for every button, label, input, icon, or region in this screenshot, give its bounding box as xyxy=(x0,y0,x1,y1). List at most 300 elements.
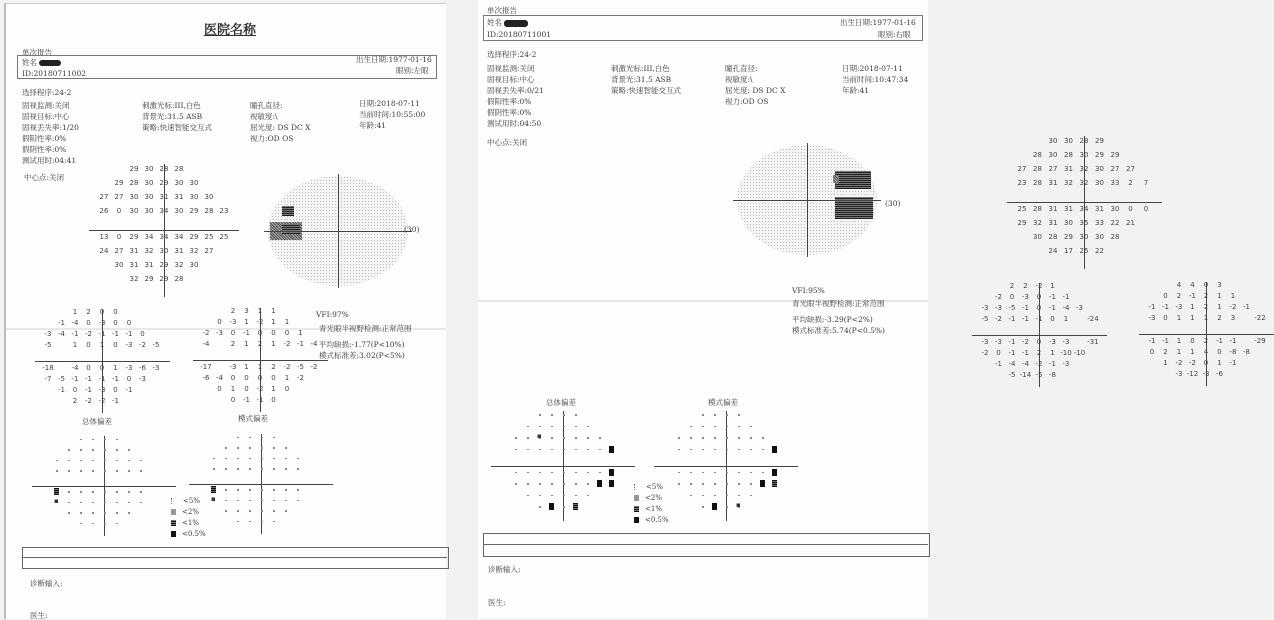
prob-dot xyxy=(249,447,251,449)
name-label: 姓名 xyxy=(22,58,61,67)
grid-value: -2 xyxy=(85,397,92,405)
strategy: 策略:快速智能交互式 xyxy=(142,123,213,132)
prob-dot xyxy=(714,472,716,474)
prob-dot xyxy=(140,460,142,462)
grid-value: 30 xyxy=(204,193,214,201)
prob-dot xyxy=(213,468,215,470)
prob-symbol xyxy=(609,480,614,487)
prob-symbol xyxy=(573,503,578,510)
prob-symbol: ▪ xyxy=(736,501,741,510)
grid-value: 1 xyxy=(284,318,290,326)
grid-value: -10 xyxy=(1060,349,1072,357)
prob-dot xyxy=(750,426,752,428)
prob-dot xyxy=(551,472,553,474)
grid-value: 1 xyxy=(230,385,236,393)
false-positive: 假阳性率:0% xyxy=(22,134,67,143)
prob-dot xyxy=(702,472,704,474)
grid-value: 1 xyxy=(244,318,249,326)
grid-value: 1 xyxy=(1050,282,1055,290)
grid-value: 26 xyxy=(99,207,109,215)
grid-value: 31 xyxy=(129,247,139,255)
grid-value: 29 xyxy=(129,233,139,241)
grid-value: 2 xyxy=(1203,303,1209,311)
legend-swatch-icon xyxy=(634,495,639,501)
prob-dot xyxy=(80,502,82,504)
grid-value: 30 xyxy=(1079,233,1089,241)
grid-value: -1 xyxy=(1008,349,1016,357)
total-deviation-title: 总体偏差 xyxy=(82,417,112,426)
prob-dot xyxy=(273,447,275,449)
grid-value: 2 xyxy=(1176,292,1182,300)
prob-dot xyxy=(285,458,287,460)
prob-dot xyxy=(563,483,565,485)
grid-value: 30 xyxy=(144,207,154,215)
grid-value: -8 xyxy=(1049,371,1056,379)
prob-dot xyxy=(714,449,716,451)
prob-dot xyxy=(104,460,106,462)
prob-symbol xyxy=(772,480,777,487)
prob-dot xyxy=(261,447,263,449)
diagnosis-label: 诊断输入: xyxy=(30,579,63,588)
prob-dot xyxy=(104,502,106,504)
grid-value: -1 xyxy=(1216,337,1223,345)
grid-value: -4 xyxy=(71,319,79,327)
grid-value: -1 xyxy=(98,375,106,383)
grid-value: 1 xyxy=(99,341,105,349)
prob-dot xyxy=(56,460,58,462)
prob-dot xyxy=(92,491,94,493)
prob-dot xyxy=(128,460,130,462)
prob-dot xyxy=(714,495,716,497)
pupil-diameter: 瞳孔直径: xyxy=(725,64,758,73)
grid-value: -2 xyxy=(995,293,1002,301)
defect-region xyxy=(282,206,294,216)
grid-value: -1 xyxy=(71,375,79,383)
prob-symbol xyxy=(772,446,777,453)
grid-value: 1 xyxy=(1176,337,1182,345)
grid-value: 28 xyxy=(159,165,169,173)
grid-value: 35 xyxy=(1079,219,1089,227)
grid-value: -3 xyxy=(981,304,989,312)
prob-dot xyxy=(261,521,263,523)
grid-value: 28 xyxy=(1033,151,1042,159)
grid-value: 0 xyxy=(230,329,236,337)
grid-value: 22 xyxy=(1110,219,1120,227)
grid-value: 30 xyxy=(1095,233,1104,241)
param-col-3 xyxy=(725,63,785,107)
grid-value: 0 xyxy=(1149,348,1155,356)
grid-value: -3 xyxy=(152,364,160,372)
grid-value: 17 xyxy=(1064,247,1073,255)
acuity: 视敏度:\ xyxy=(725,75,753,84)
grid-value: 30 xyxy=(189,193,199,201)
prob-symbol xyxy=(597,480,602,487)
grid-value: 31 xyxy=(1064,165,1073,173)
prob-dot xyxy=(237,447,239,449)
grid-value: -1 xyxy=(85,375,92,383)
prob-dot xyxy=(225,510,227,512)
prob-dot xyxy=(587,472,589,474)
prob-dot xyxy=(750,449,752,451)
prob-dot xyxy=(726,414,728,416)
grid-value: 0 xyxy=(86,341,91,349)
prob-dot xyxy=(273,468,275,470)
grid-value: 0 xyxy=(244,385,249,393)
grid-value: -2 xyxy=(1175,359,1183,367)
grid-value: 2 xyxy=(1036,349,1042,357)
prob-dot xyxy=(690,426,692,428)
grid-value: -4 xyxy=(202,340,210,348)
grid-value: -5 xyxy=(1035,371,1043,379)
grid-value: -22 xyxy=(1254,314,1266,322)
legend-label: <5% xyxy=(183,497,200,505)
grid-value: 30 xyxy=(1095,179,1104,187)
grid-value: -1 xyxy=(1062,293,1070,301)
prob-dot xyxy=(297,458,299,460)
prob-dot xyxy=(690,472,692,474)
comments-box xyxy=(483,533,930,557)
grid-value: 27 xyxy=(1017,165,1027,173)
legend-item xyxy=(171,530,206,538)
prob-dot xyxy=(539,472,541,474)
grid-value: 31 xyxy=(129,261,139,269)
prob-dot xyxy=(273,489,275,491)
grid-value: -5 xyxy=(981,315,989,323)
prob-symbol xyxy=(609,446,614,453)
legend-swatch-icon xyxy=(171,509,176,515)
prob-dot xyxy=(678,449,680,451)
grid-value: 30 xyxy=(129,207,139,215)
prob-dot xyxy=(750,472,752,474)
grid-value: 0 xyxy=(1163,314,1168,322)
report-type: 单次报告 xyxy=(22,48,52,57)
grid-value: -4 xyxy=(58,330,65,338)
prob-dot xyxy=(678,472,680,474)
prob-dot xyxy=(261,489,263,491)
prob-dot xyxy=(563,495,565,497)
doctor-label: 医生: xyxy=(30,611,48,620)
prob-dot xyxy=(527,449,529,451)
grid-value: 30 xyxy=(129,193,139,201)
grid-value: 30 xyxy=(1095,165,1104,173)
grid-value: 29 xyxy=(1064,233,1073,241)
prob-dot xyxy=(225,458,227,460)
prob-dot xyxy=(762,472,764,474)
grid-value: -2 xyxy=(981,349,989,357)
grid-value: 0 xyxy=(113,308,118,316)
grid-value: -8 xyxy=(1229,348,1237,356)
prob-dot xyxy=(68,460,70,462)
grid-value: 29 xyxy=(189,233,199,241)
legend-item xyxy=(171,508,199,516)
grid-value: 34 xyxy=(159,207,169,215)
prob-dot xyxy=(237,510,239,512)
prob-dot xyxy=(678,437,680,439)
grid-value: -5 xyxy=(58,375,65,383)
grid-value: -1 xyxy=(125,386,133,394)
grid-value: 28 xyxy=(174,275,184,283)
grid-value: -2 xyxy=(1035,282,1043,290)
grid-value: -1 xyxy=(1148,337,1156,345)
grid-value: 0 xyxy=(1050,315,1055,323)
prob-dot xyxy=(539,449,541,451)
prob-dot xyxy=(702,426,704,428)
grid-value: 24 xyxy=(99,247,109,255)
legend-label: <0.5% xyxy=(645,516,669,524)
grid-value: 30 xyxy=(1064,137,1073,145)
grid-value: 30 xyxy=(144,179,154,187)
prob-dot xyxy=(104,449,106,451)
prob-dot xyxy=(762,437,764,439)
grid-value: -1 xyxy=(112,397,119,405)
grid-value: 1 xyxy=(298,329,303,337)
prob-dot xyxy=(116,460,118,462)
param-col-1 xyxy=(487,63,544,129)
prob-dot xyxy=(285,500,287,502)
strategy: 策略:快速智能交互式 xyxy=(611,86,682,95)
grid-value: 2 xyxy=(86,308,91,316)
prob-dot xyxy=(575,437,577,439)
prob-dot xyxy=(261,510,263,512)
prob-dot xyxy=(237,458,239,460)
grid-value: 1 xyxy=(1190,314,1195,322)
grid-value: -3 xyxy=(981,338,989,346)
prob-dot xyxy=(249,521,251,523)
prob-dot xyxy=(116,491,118,493)
grid-value: 0 xyxy=(1217,348,1222,356)
grid-value: 23 xyxy=(219,207,229,215)
prob-dot xyxy=(285,447,287,449)
grid-value: 29 xyxy=(159,261,169,269)
grid-value: 28 xyxy=(1048,233,1058,241)
mean-deviation: 平均缺损:-1.77(P<10%) xyxy=(319,340,405,349)
grid-value: 1 xyxy=(271,318,276,326)
grid-value: -3 xyxy=(1175,303,1183,311)
grid-value: 28 xyxy=(129,179,139,187)
grid-value: 32 xyxy=(1079,179,1089,187)
grid-value: 27 xyxy=(114,193,124,201)
grid-value: 0 xyxy=(217,385,222,393)
prob-dot xyxy=(726,495,728,497)
stimulus: 刺激光标:III,白色 xyxy=(142,101,201,110)
prob-dot xyxy=(726,506,728,508)
prob-dot xyxy=(678,483,680,485)
prob-dot xyxy=(297,500,299,502)
grid-value: 22 xyxy=(1095,247,1104,255)
refraction: 屈光度: DS DC X xyxy=(250,123,311,132)
grid-value: 3 xyxy=(1217,281,1222,289)
grid-value: 31 xyxy=(159,193,169,201)
scale-label: (30) xyxy=(885,199,901,208)
prob-dot xyxy=(237,468,239,470)
prob-dot xyxy=(690,449,692,451)
grid-value: -3 xyxy=(98,319,106,327)
prob-dot xyxy=(539,506,541,508)
grid-value: -3 xyxy=(1175,370,1183,378)
grid-value: 32 xyxy=(144,247,154,255)
grid-value: 1 xyxy=(1203,314,1209,322)
vertical-axis xyxy=(563,411,564,520)
grid-value: 28 xyxy=(1033,179,1042,187)
grid-value: 32 xyxy=(174,261,184,269)
diagnosis-label: 诊断输入: xyxy=(488,565,521,574)
prob-dot xyxy=(297,489,299,491)
prob-dot xyxy=(92,512,94,514)
grid-value: -2 xyxy=(139,341,146,349)
grid-value: 28 xyxy=(1033,165,1042,173)
defect-region xyxy=(835,171,871,189)
grid-value: 1 xyxy=(1050,349,1055,357)
prob-dot xyxy=(116,439,118,441)
prob-dot xyxy=(92,470,94,472)
grid-value: -3 xyxy=(216,329,223,337)
prob-dot xyxy=(539,483,541,485)
prob-dot xyxy=(92,449,94,451)
prob-dot xyxy=(80,439,82,441)
grid-value: 1 xyxy=(1176,348,1182,356)
prob-dot xyxy=(68,449,70,451)
param-col-2 xyxy=(142,100,212,133)
vertical-axis xyxy=(807,143,808,257)
grid-value: -6 xyxy=(202,374,210,382)
grid-value: -1 xyxy=(995,360,1002,368)
grid-value: -5 xyxy=(1008,304,1016,312)
grid-value: 2 xyxy=(1203,292,1209,300)
grid-value: 0 xyxy=(126,319,132,327)
grid-value: -2 xyxy=(1229,303,1237,311)
grid-value: -3 xyxy=(1049,338,1056,346)
prob-dot xyxy=(714,437,716,439)
prob-dot xyxy=(116,470,118,472)
grid-value: 29 xyxy=(1095,151,1104,159)
vertical-axis xyxy=(261,434,262,534)
grid-value: 25 xyxy=(1017,205,1027,213)
grid-value: 0 xyxy=(271,396,276,404)
prob-dot xyxy=(750,483,752,485)
prob-dot xyxy=(68,502,70,504)
grid-value: 0 xyxy=(99,308,105,316)
prob-dot xyxy=(738,437,740,439)
grid-value: -4 xyxy=(1062,304,1070,312)
test-date: 日期:2018-07-11 xyxy=(359,99,420,108)
grid-value: -1 xyxy=(1162,303,1169,311)
grid-value: -2 xyxy=(256,385,264,393)
prob-dot xyxy=(515,483,517,485)
grid-value: 30 xyxy=(144,165,154,173)
prob-dot xyxy=(68,470,70,472)
grid-value: 1 xyxy=(1163,359,1168,367)
grid-value: 0 xyxy=(113,341,118,349)
prob-dot xyxy=(140,491,142,493)
grid-value: 1 xyxy=(284,374,290,382)
pattern-deviation-title: 模式偏差 xyxy=(238,414,268,423)
grid-value: 0 xyxy=(257,374,263,382)
grid-value: 0 xyxy=(1009,293,1015,301)
grid-value: -10 xyxy=(1073,349,1086,357)
grid-value: 1 xyxy=(113,364,118,372)
prob-dot xyxy=(551,426,553,428)
prob-dot xyxy=(128,512,130,514)
prob-dot xyxy=(128,470,130,472)
grid-value: 1 xyxy=(1063,315,1069,323)
prob-dot xyxy=(702,449,704,451)
prob-dot xyxy=(261,468,263,470)
grid-value: 0 xyxy=(113,319,118,327)
grid-value: -1 xyxy=(1148,303,1156,311)
legend-label: <2% xyxy=(645,494,662,502)
grid-value: 0 xyxy=(244,374,249,382)
prob-dot xyxy=(285,510,287,512)
grid-value: 2 xyxy=(1128,179,1133,187)
grid-value: 25 xyxy=(204,233,214,241)
grid-value: 0 xyxy=(140,330,145,338)
prob-dot xyxy=(726,449,728,451)
prob-dot xyxy=(738,414,740,416)
grid-value: 1 xyxy=(257,363,263,371)
grid-value: 27 xyxy=(204,247,214,255)
grid-value: 1 xyxy=(1230,292,1236,300)
false-negative: 假阴性率:0% xyxy=(22,145,67,154)
grid-value: -3 xyxy=(98,386,106,394)
grid-value: 31 xyxy=(1064,205,1073,213)
patient-id: ID:20180711001 xyxy=(487,30,551,39)
program: 选择程序:24-2 xyxy=(22,88,72,97)
grid-value: 27 xyxy=(99,193,109,201)
grid-value: 31 xyxy=(1048,219,1058,227)
prob-dot xyxy=(92,502,94,504)
prob-dot xyxy=(575,483,577,485)
total-deviation-title: 总体偏差 xyxy=(546,398,576,407)
legend-item xyxy=(171,519,199,527)
grid-value: 34 xyxy=(144,233,154,241)
grid-value: -3 xyxy=(1062,338,1070,346)
grid-value: -1 xyxy=(1035,315,1043,323)
prob-dot xyxy=(515,472,517,474)
grid-value: 2 xyxy=(1203,337,1209,345)
prob-dot xyxy=(587,483,589,485)
grid-value: 0 xyxy=(217,318,222,326)
grid-value: -1 xyxy=(1008,338,1016,346)
prob-dot xyxy=(527,426,529,428)
prob-dot xyxy=(587,426,589,428)
prob-dot xyxy=(599,449,601,451)
prob-dot xyxy=(128,491,130,493)
grid-value: 2 xyxy=(72,397,78,405)
test-duration: 测试用时:04:50 xyxy=(487,119,542,128)
grid-value: 30 xyxy=(189,179,199,187)
grid-value: 0 xyxy=(996,349,1001,357)
grid-value: -1 xyxy=(58,319,65,327)
prob-dot xyxy=(726,472,728,474)
prob-dot xyxy=(297,468,299,470)
prob-dot xyxy=(249,510,251,512)
grid-value: 0 xyxy=(72,386,78,394)
grid-value: 30 xyxy=(1033,233,1042,241)
grid-value: -1 xyxy=(243,396,250,404)
grid-value: 13 xyxy=(99,233,109,241)
prob-dot xyxy=(285,468,287,470)
report-left-eye xyxy=(4,3,446,619)
prob-dot xyxy=(738,449,740,451)
grid-value: 1 xyxy=(271,385,276,393)
prob-dot xyxy=(575,414,577,416)
legend-swatch-icon xyxy=(634,517,639,523)
test-date: 日期:2018-07-11 xyxy=(842,64,903,73)
prob-dot xyxy=(599,437,601,439)
grid-value: 29 xyxy=(159,179,169,187)
grid-value: -2 xyxy=(202,329,210,337)
prob-dot xyxy=(527,472,529,474)
